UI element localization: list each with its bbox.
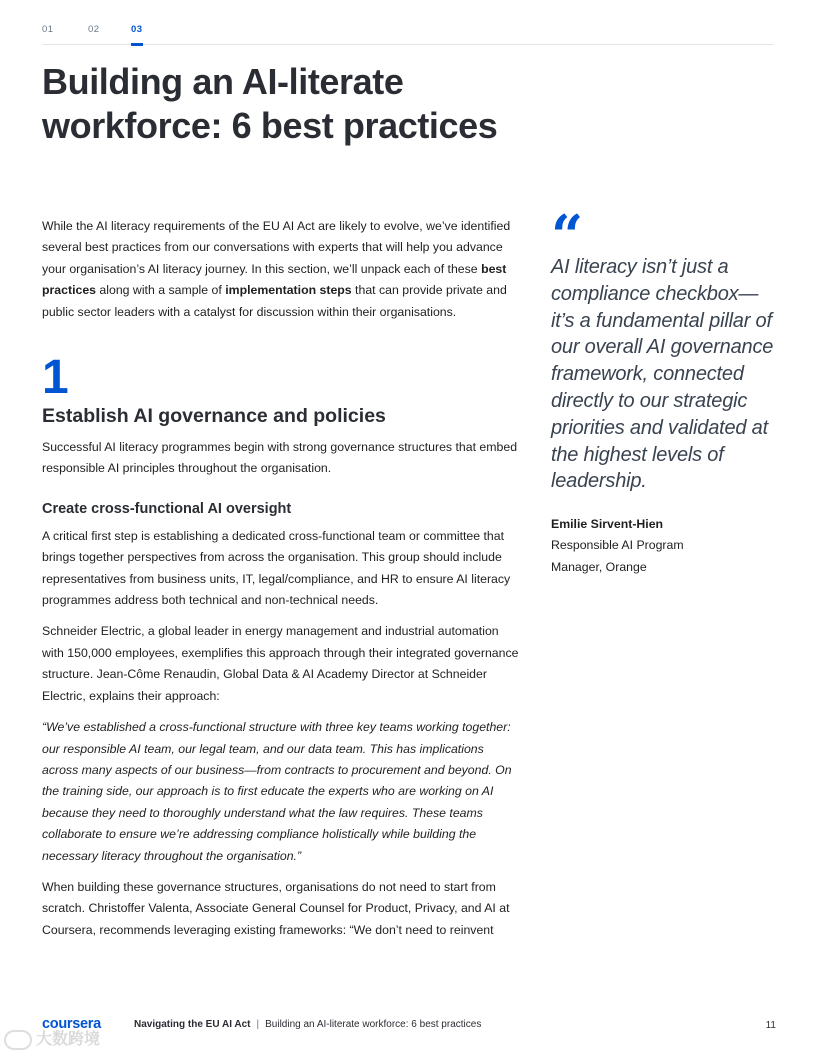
intro-text-1: While the AI literacy requirements of the EU AI Act are likely to evolve, we’ve identified several best practices from our conversations with experts that will help you advance your organisation’s AI literacy journey. In this section, we’ll unpack each of these [42, 219, 511, 276]
pull-quote-text: AI literacy isn’t just a compliance checkbox—it’s a fundamental pillar of our overall AI governance framework, connected directly to our strategic priorities and validated at the highest levels of leadership. [551, 256, 774, 493]
watermark-text: 大数跨境 [36, 1031, 101, 1049]
subheading: Create cross-functional AI oversight [42, 500, 292, 517]
tab-02[interactable]: 02 [88, 24, 100, 35]
quote-author-role [551, 535, 776, 578]
inline-quote: “We’ve established a cross-functional structure with three key teams working together: our responsible AI team, our legal team, and our data team. This has implications across many aspects of our business—from contracts to procurement and beyond. On the training side, our approach is to first educate the experts who are working on AI because they need to thoroughly understand what the law requires. These teams collaborate to ensure we’re addressing compliance holistically while building the necessary literacy throughout the organisation.” [42, 720, 512, 863]
footer-breadcrumb [134, 1019, 481, 1030]
body-paragraph-1: A critical first step is establishing a dedicated cross-functional team or committee that brings together perspectives from across the organisation. This group should include representatives from business units, IT, legal/compliance, and HR to ensure AI literacy programmes address both technical and non-technical needs. [42, 528, 511, 608]
footer-separator: | [256, 1019, 260, 1030]
quote-author-name: Emilie Sirvent-Hien [551, 517, 664, 532]
page-footer [42, 1016, 776, 1036]
quote-mark-icon: “ [551, 203, 584, 269]
intro-text-3: that can provide private and public sector leaders with a catalyst for discussion within their organisations. [42, 283, 507, 319]
main-column [42, 216, 520, 941]
body-paragraph-3: When building these governance structures, organisations do not need to start from scratch. Christoffer Valenta, Associate General Counsel for Product, Privacy, and AI at Coursera, recommends leveraging existing frameworks: “We don’t need to reinvent [42, 879, 510, 937]
section-tabs [42, 22, 774, 45]
pull-quote-sidebar [551, 203, 776, 578]
body-paragraph-2: Schneider Electric, a global leader in energy management and industrial automation with 150,000 employees, exemplifies this approach through their integrated governance structure. Jean-Côme Renaudin, Global Data & AI Academy Director at Schneider Electric, explains their approach: [42, 624, 519, 703]
watermark [4, 1030, 100, 1050]
intro-bold-implementation-steps: implementation steps [225, 283, 352, 298]
coursera-logo: coursera [42, 1016, 101, 1032]
intro-text-2: along with a sample of [96, 283, 226, 298]
tab-01[interactable]: 01 [42, 24, 54, 35]
intro-paragraph [42, 216, 520, 323]
footer-section-title: Building an AI-literate workforce: 6 best practices [265, 1019, 482, 1030]
quote-author-role-line-2: Manager, Orange [551, 559, 647, 574]
page-title-line-2: workforce: 6 best practices [42, 105, 498, 146]
page-title-line-1: Building an AI-literate [42, 61, 404, 102]
page-number: 11 [765, 1020, 776, 1031]
tab-03-active[interactable]: 03 [131, 24, 143, 35]
page-title [42, 60, 562, 148]
quote-author-role-line-1: Responsible AI Program [551, 538, 684, 553]
section-number: 1 [42, 351, 69, 405]
watermark-logo-icon [4, 1030, 32, 1050]
section-lead: Successful AI literacy programmes begin with strong governance structures that embed responsible AI principles throughout the organisation. [42, 440, 518, 476]
section-title: Establish AI governance and policies [42, 405, 386, 428]
footer-doc-title: Navigating the EU AI Act [134, 1019, 251, 1030]
intro-bold-best-practices: best practices [42, 261, 507, 298]
